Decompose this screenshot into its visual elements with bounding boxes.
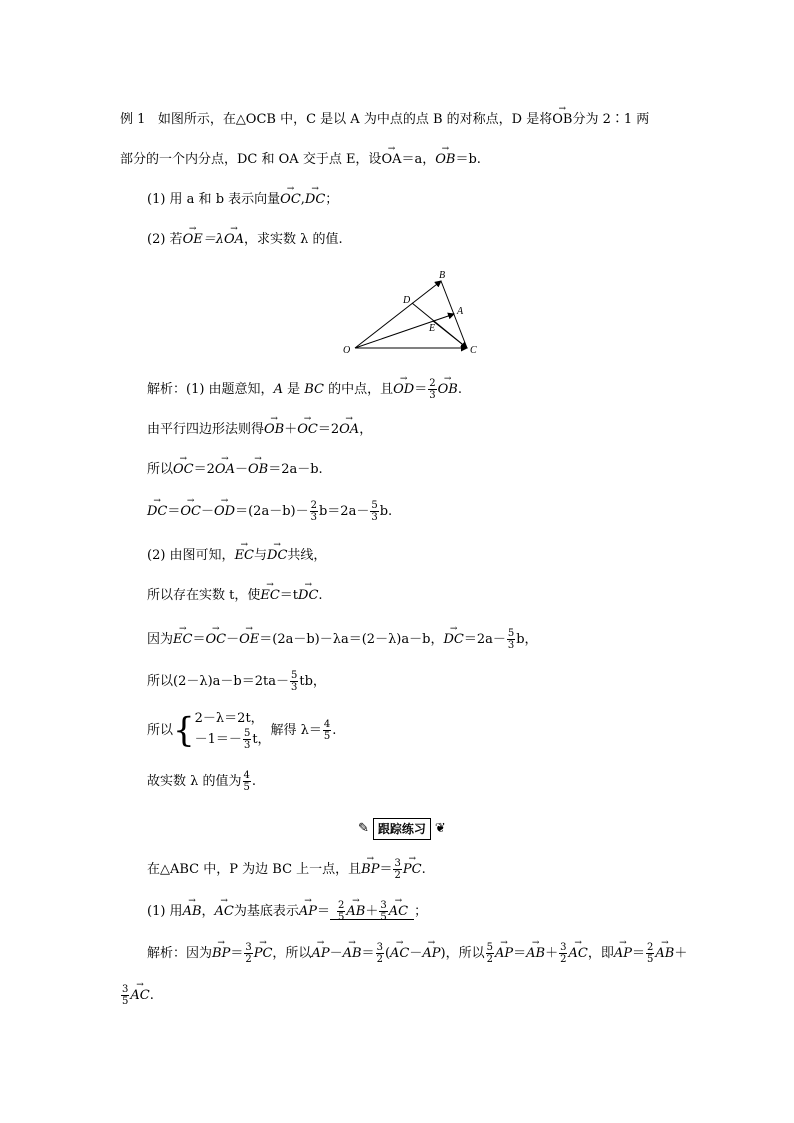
fraction: $\frac{5}{3}$ [243,728,251,751]
fraction: $\frac{3}{5}$ [122,984,129,1007]
practice-line-2: (1) 用→ AB，→ AC为基底表示→ AP＝ $\frac{2}{5}$ → AB＋ $\frac{3}{5}$ → AC ； [147,900,427,923]
left-brace: { [173,710,195,751]
fraction: $\frac{3}{2}$ [376,942,383,965]
label-B: B [439,270,446,281]
segment-OA [355,314,454,348]
solution-line-1: 解析：(1) 由题意知，A 是 BC 的中点，且→ OD＝ $\frac{2}{3}$ → OB. [147,378,462,401]
fraction: $\frac{3}{2}$ [394,858,401,881]
vector-OB: → OB [435,150,455,170]
label-E: E [429,323,436,334]
question-1: (1) 用 a 和 b 表示向量→ OC,→ DC； [147,190,338,210]
solution-line-10: 故实数 λ 的值为 $\frac{4}{5}$ . [147,770,257,793]
equation-system: 2－λ＝2t， －1＝－ $\frac{5}{3}$ t， [194,711,271,751]
fraction: $\frac{2}{5}$ [338,900,345,923]
fraction: $\frac{2}{3}$ [310,500,317,523]
solution-line-2: 由平行四边形法则得→ OB＋→ OC＝2→ OA， [147,420,372,440]
segment-OB [355,281,441,348]
example-line-2: 部分的一个内分点，DC 和 OA 交于点 E，设→ OA＝a，→ OB＝b. [120,150,481,170]
label-D: D [403,295,411,306]
answer-blank: $\frac{2}{5}$ → AB＋ $\frac{3}{5}$ → AC [330,904,414,920]
fraction: $\frac{5}{3}$ [371,500,378,523]
fraction: $\frac{4}{5}$ [243,770,250,793]
solution-line-9: 所以{ 2－λ＝2t， －1＝－ $\frac{5}{3}$ t， 解得 λ＝ $\frac{4}{5}$ . [147,710,337,751]
solution-line-3: 所以→ OC＝2→ OA－→ OB＝2a－b. [147,460,323,480]
solution-line-4: → DC＝→ OC－→ OD＝(2a－b)－ $\frac{2}{3}$ b＝2a－ $\frac{5}{3}$ b. [147,500,392,523]
fraction: $\frac{5}{3}$ [507,628,515,651]
fraction: $\frac{5}{2}$ [486,942,493,965]
solution-line-7: 因为→ EC＝→ OC－→ OE＝(2a－b)－λa＝(2－λ)a－b，→ DC＝2a－ $\frac{5}{3}$ b， [147,628,538,651]
pencil-icon: ✎ [358,821,369,836]
fraction: $\frac{2}{5}$ [646,942,654,965]
practice-line-4: $\frac{3}{5}$ → AC. [120,984,154,1007]
leaf-icon: ❦ [434,821,446,836]
label-A: A [457,306,464,317]
example-label: 例 1 [120,112,146,127]
fraction: $\frac{5}{3}$ [290,670,298,693]
example-line-1: 例 1 如图所示，在△OCB 中，C 是以 A 为中点的点 B 的对称点，D 是将→ OB分为 2∶1 两 [120,110,649,130]
label-C: C [470,345,477,356]
fraction: $\frac{4}{5}$ [323,719,331,742]
geometry-diagram [335,265,485,365]
practice-badge: ✎ 跟踪练习 ❦ [358,818,446,840]
label-O: O [343,345,351,356]
fraction: $\frac{2}{3}$ [429,378,436,401]
fraction: $\frac{3}{2}$ [560,942,567,965]
practice-line-3: 解析：因为→ BP＝ $\frac{3}{2}$ → PC，所以→ AP－→ AB＝ $\frac{3}{2}$ (→ AC－→ AP)，所以 $\frac{5}{2}$ → AP＝→ AB＋ $\frac{3}{2}$ → AC，即→ AP＝ $\frac{2}{5}$ → AB＋ [147,942,687,965]
vector-OB: → OB [552,110,572,130]
fraction: $\frac{3}{2}$ [245,942,252,965]
vector-OA: → OA [381,150,401,170]
question-2: (2) 若→ OE＝λ→ OA，求实数 λ 的值. [147,230,343,250]
solution-line-6: 所以存在实数 t，使→ EC＝t→ DC. [147,586,323,606]
solution-line-8: 所以(2－λ)a－b＝2ta－ $\frac{5}{3}$ tb， [147,670,326,693]
solution-line-5: (2) 由图可知，→ EC与→ DC共线， [147,546,326,566]
fraction: $\frac{3}{5}$ [380,900,387,923]
practice-line-1: 在△ABC 中，P 为边 BC 上一点，且→ BP＝ $\frac{3}{2}$ → PC. [147,858,426,881]
